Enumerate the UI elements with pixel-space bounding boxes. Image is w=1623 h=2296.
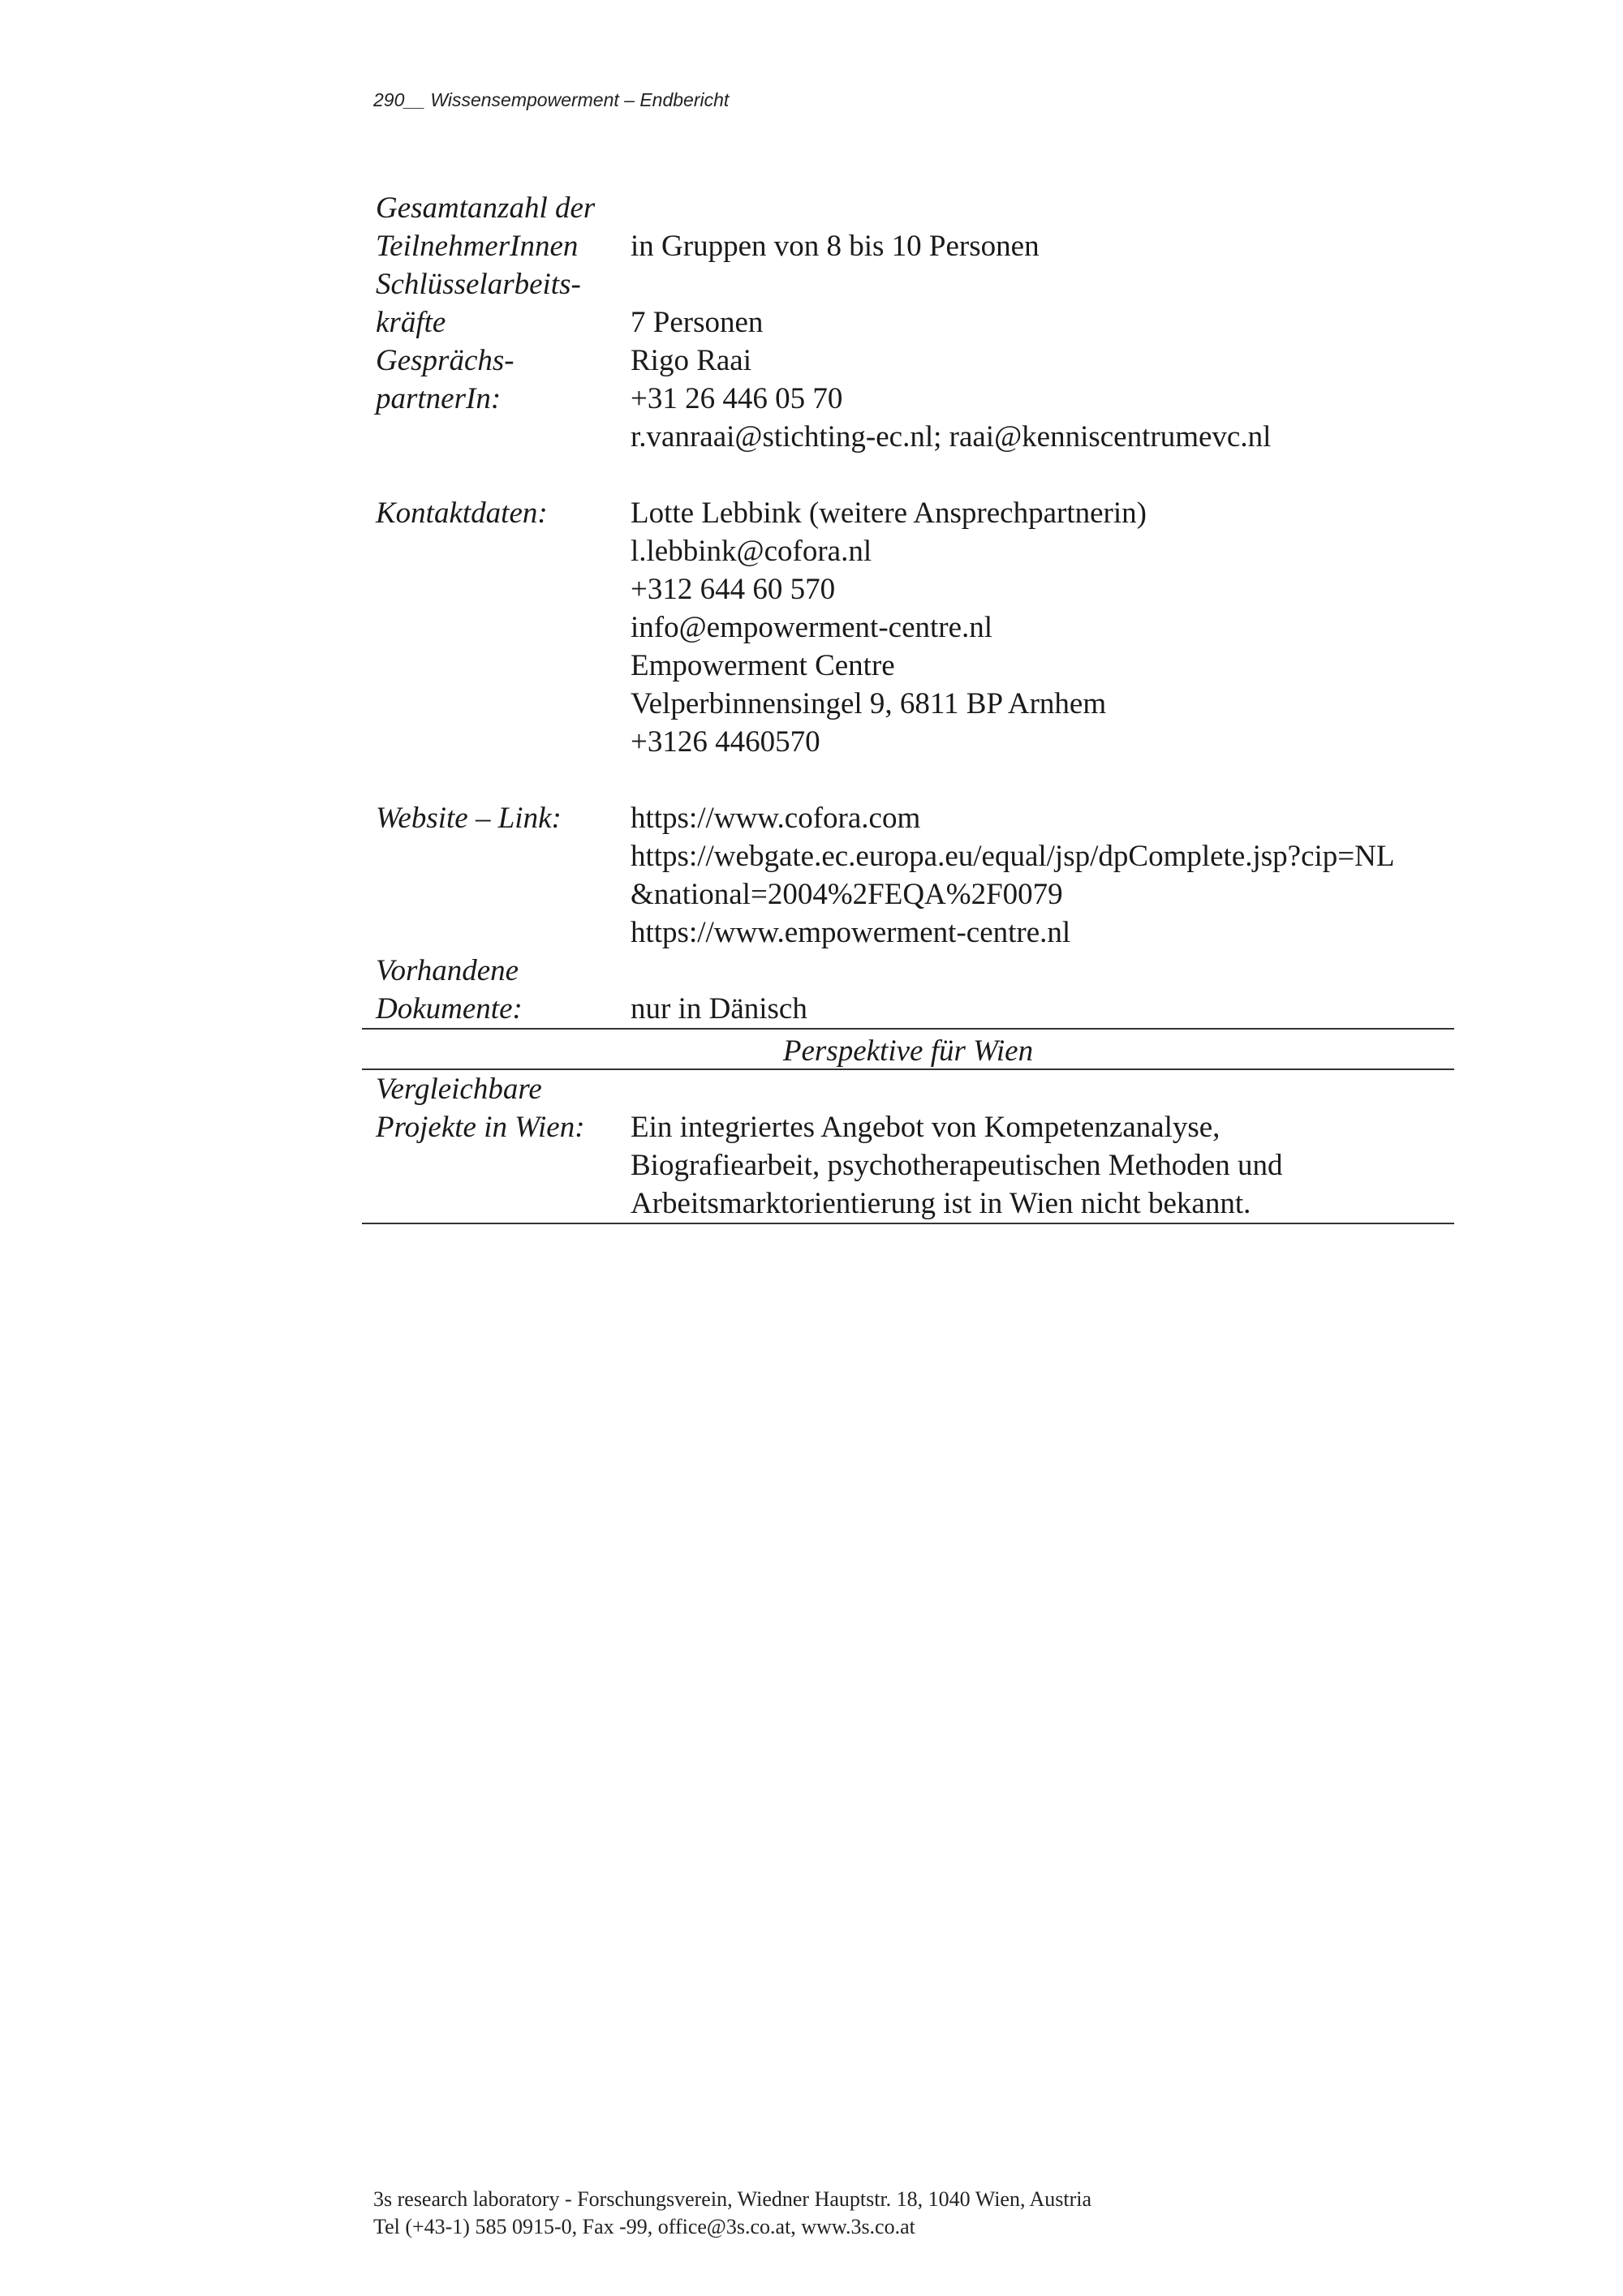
- entry-value: [631, 799, 1458, 952]
- divider-top: [362, 1028, 1454, 1030]
- value-line: in Gruppen von 8 bis 10 Personen: [631, 230, 1040, 263]
- label-line: Projekte in Wien:: [376, 1111, 585, 1144]
- entry-value: [631, 990, 1458, 1028]
- label-line: Gesprächs-: [376, 344, 514, 377]
- entry-value: [631, 494, 1458, 761]
- value-line: Ein integriertes Angebot von Kompetenzanalyse,: [631, 1111, 1220, 1144]
- section-heading: Perspektive für Wien: [782, 1034, 1034, 1068]
- value-line: +3126 4460570: [631, 725, 820, 759]
- entry-value: [631, 1108, 1458, 1223]
- label-line: Website – Link:: [376, 802, 562, 835]
- entry-value: [631, 303, 1458, 342]
- entry-label: [376, 265, 619, 342]
- value-line: Empowerment Centre: [631, 649, 895, 682]
- value-line: +312 644 60 570: [631, 573, 836, 606]
- page-footer: [373, 2186, 1091, 2241]
- label-line: Schlüsselarbeits-: [376, 268, 581, 301]
- entry-label: [376, 342, 619, 418]
- value-line: Biografiearbeit, psychotherapeutischen Methoden und: [631, 1149, 1283, 1182]
- label-line: Gesamtanzahl der: [376, 191, 596, 225]
- entry-label: [376, 189, 619, 265]
- value-line: l.lebbink@cofora.nl: [631, 535, 872, 568]
- footer-address: 3s research laboratory - Forschungsverein, Wiedner Hauptstr. 18, 1040 Wien, Austria: [373, 2187, 1092, 2211]
- running-header: 290__ Wissensempowerment – Endbericht: [373, 89, 730, 110]
- label-line: TeilnehmerInnen: [376, 230, 579, 263]
- contact-phone: +31 26 446 05 70: [631, 382, 843, 415]
- label-line: Vergleichbare: [376, 1073, 542, 1106]
- website-link: https://webgate.ec.europa.eu/equal/jsp/dpComplete.jsp?cip=NL: [631, 840, 1395, 873]
- value-line: Velperbinnensingel 9, 6811 BP Arnhem: [631, 687, 1107, 720]
- entry-value: [631, 342, 1458, 456]
- value-line: Arbeitsmarktorientierung ist in Wien nicht bekannt.: [631, 1187, 1251, 1220]
- value-line: nur in Dänisch: [631, 992, 807, 1025]
- label-line: partnerIn:: [376, 382, 502, 415]
- label-line: Dokumente:: [376, 992, 523, 1025]
- contact-email: r.vanraai@stichting-ec.nl; raai@kenniscentrumevc.nl: [631, 420, 1272, 454]
- website-link: https://www.empowerment-centre.nl: [631, 916, 1071, 949]
- contact-name: Rigo Raai: [631, 344, 752, 377]
- divider-bottom: [362, 1223, 1454, 1224]
- value-line: 7 Personen: [631, 306, 764, 339]
- value-line: info@empowerment-centre.nl: [631, 611, 993, 644]
- entry-label: [376, 1070, 619, 1146]
- value-line: Lotte Lebbink (weitere Ansprechpartnerin): [631, 497, 1147, 530]
- label-line: kräfte: [376, 306, 446, 339]
- label-line: Vorhandene: [376, 954, 519, 987]
- entry-label: [376, 952, 619, 1028]
- entry-label: [376, 494, 619, 532]
- footer-contact: Tel (+43-1) 585 0915-0, Fax -99, office@3s.co.at, www.3s.co.at: [373, 2215, 915, 2238]
- website-link: https://www.cofora.com: [631, 802, 921, 835]
- entry-value: [631, 227, 1458, 265]
- entry-label: [376, 799, 619, 837]
- website-link: &national=2004%2FEQA%2F0079: [631, 878, 1063, 911]
- label-line: Kontaktdaten:: [376, 497, 548, 530]
